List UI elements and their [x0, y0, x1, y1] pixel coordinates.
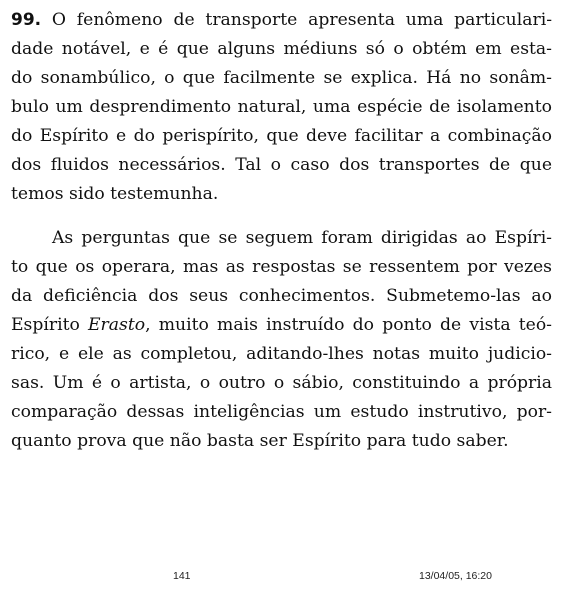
paragraph-1-line-5: do Espírito e do perispírito, que deve facilitar a combinação: [11, 126, 552, 146]
paragraph-1-line-3: do sonambúlico, o que facilmente se explica. Há no sonâm-: [11, 68, 552, 88]
paragraph-2-line-8: quanto prova que não basta ser Espírito para tudo saber.: [11, 431, 509, 451]
print-timestamp: 13/04/05, 16:20: [419, 570, 492, 582]
paragraph-2-line-7: comparação dessas inteligências um estudo instrutivo, por-: [11, 402, 552, 422]
paragraph-2-line-4: [11, 315, 552, 335]
paragraph-1-line-1-text: O fenômeno de transporte apresenta uma particulari-: [41, 10, 552, 30]
paragraph-2-line-2: to que os operara, mas as respostas se ressentem por vezes: [11, 257, 552, 277]
paragraph-1-line-4: bulo um desprendimento natural, uma espécie de isolamento: [11, 97, 552, 117]
paragraph-1-line-2: dade notável, e é que alguns médiuns só o obtém em esta-: [11, 39, 552, 59]
paragraph-2-line-4-start: Espírito: [11, 315, 89, 335]
paragraph-2-line-1: As perguntas que se seguem foram dirigidas ao Espíri-: [52, 228, 552, 248]
paragraph-2-line-6: sas. Um é o artista, o outro o sábio, constituindo a própria: [11, 373, 552, 393]
page-number: 141: [173, 570, 191, 582]
paragraph-2-line-4-end: , muito mais instruído do ponto de vista teó-: [145, 315, 552, 335]
paragraph-1-line-1: [11, 10, 552, 30]
paragraph-1-line-6: dos fluidos necessários. Tal o caso dos transportes de que: [11, 155, 552, 175]
section-number: 99.: [11, 10, 42, 30]
italic-name-erasto: Erasto: [88, 315, 146, 335]
paragraph-2-line-5: rico, e ele as completou, aditando-lhes notas muito judicio-: [11, 344, 552, 364]
paragraph-1-line-7: temos sido testemunha.: [11, 184, 219, 204]
paragraph-2-line-3: da deficiência dos seus conhecimentos. Submetemo-las ao: [11, 286, 552, 306]
